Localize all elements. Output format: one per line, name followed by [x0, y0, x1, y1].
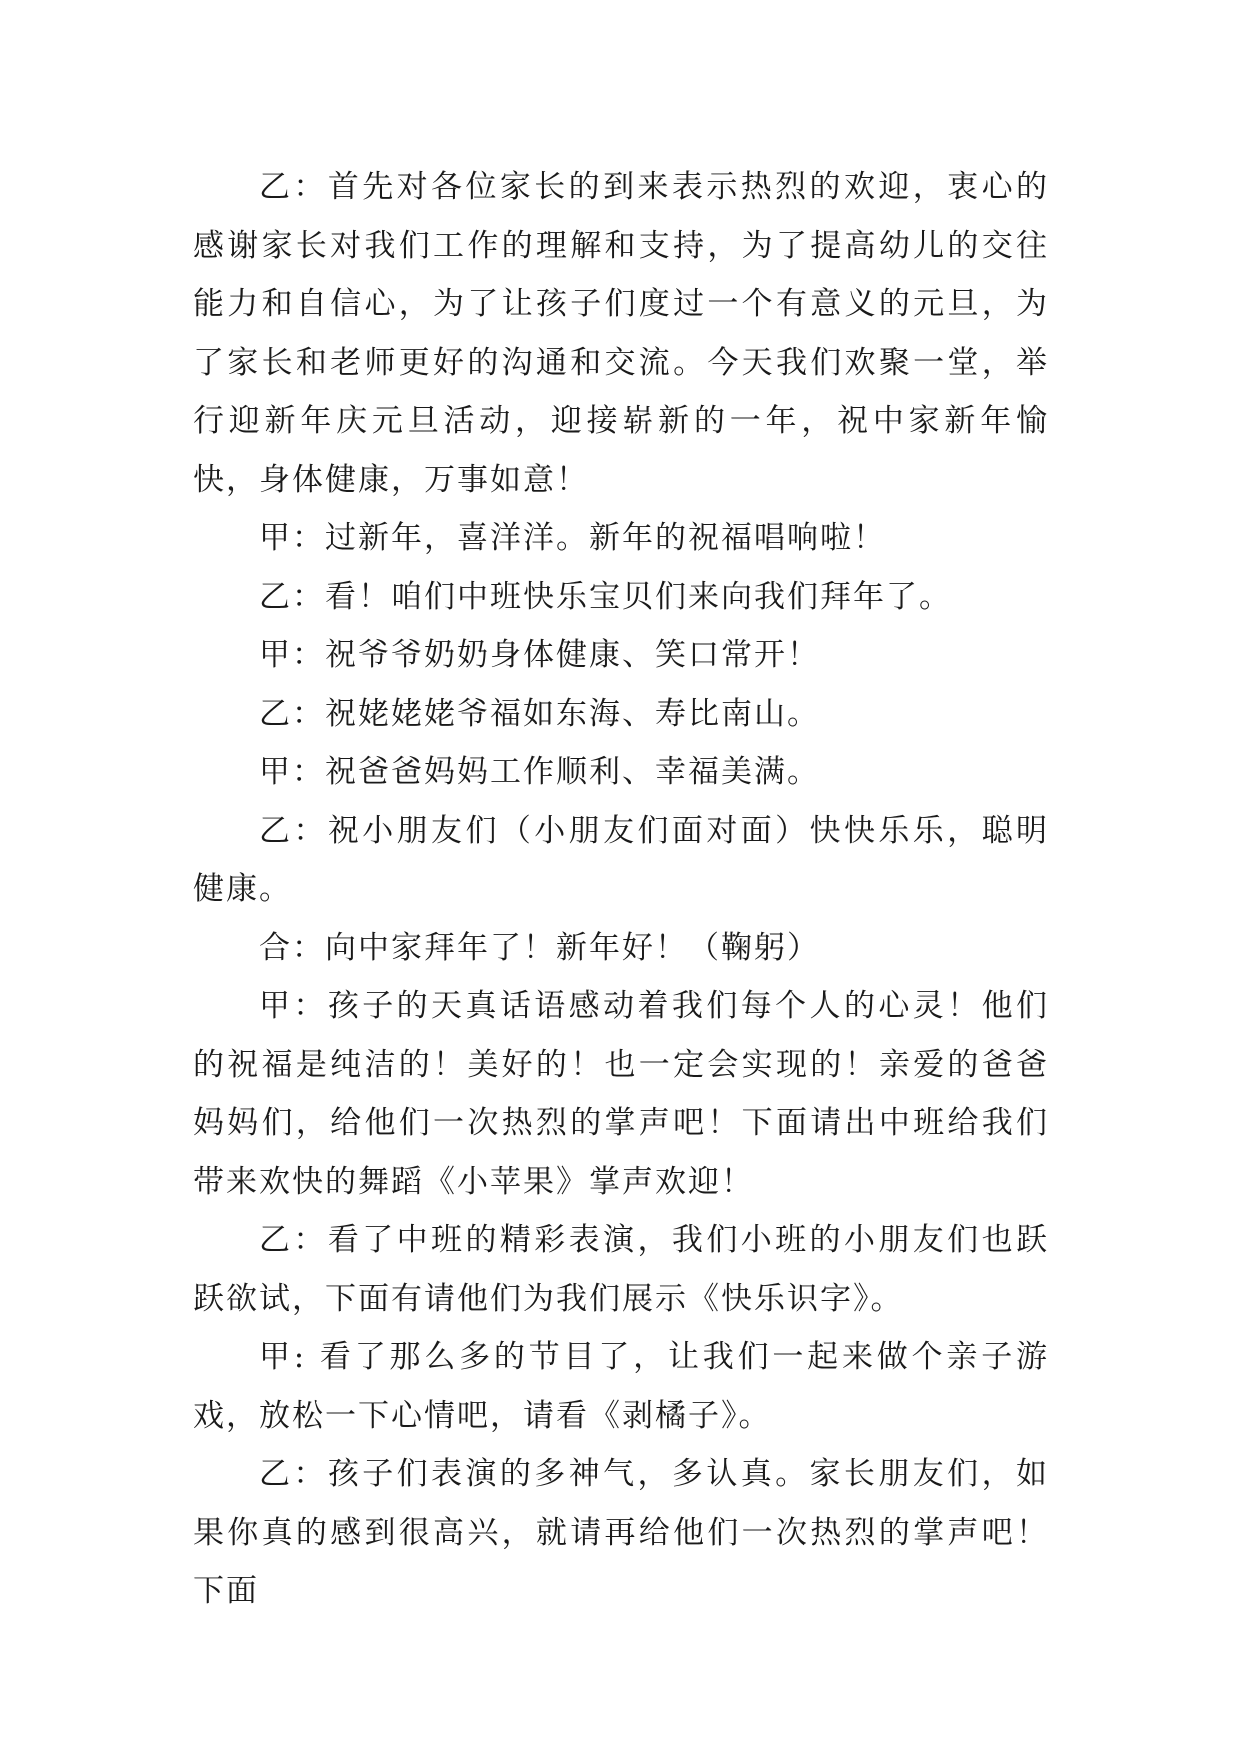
paragraph-dance-intro: 甲：孩子的天真话语感动着我们每个人的心灵！他们的祝福是纯洁的！美好的！也一定会实现的！亲爱的爸爸妈妈们，给他们一次热烈的掌声吧！下面请出中班给我们带来欢快的舞蹈《小苹果》掌声欢迎！ [193, 988, 1049, 1200]
paragraph-parents-wish: 甲：祝爸爸妈妈工作顺利、幸福美满。 [259, 754, 820, 790]
paragraph-new-year-greeting: 甲：过新年，喜洋洋。新年的祝福唱响啦！ [259, 520, 886, 556]
paragraph-literacy-show-intro: 乙：看了中班的精彩表演，我们小班的小朋友们也跃跃欲试，下面有请他们为我们展示《快乐识字》。 [193, 1222, 1049, 1317]
paragraph-together-greeting: 合：向中家拜年了！新年好！（鞠躬） [259, 929, 820, 966]
paragraph-middle-class-intro: 乙：看！咱们中班快乐宝贝们来向我们拜年了。 [259, 578, 952, 615]
paragraph-parent-child-game: 甲: 看了那么多的节目了，让我们一起来做个亲子游戏，放松一下心情吧，请看《剥橘子》。 [193, 1339, 1049, 1434]
paragraph-opening-speech: 乙：首先对各位家长的到来表示热烈的欢迎，衷心的感谢家长对我们工作的理解和支持，为了提高幼儿的交往能力和自信心，为了让孩子们度过一个有意义的元旦，为了家长和老师更好的沟通和交流。今天我们欢聚一堂，举行迎新年庆元旦活动，迎接崭新的一年，祝中家新年愉快，身体健康，万事如意！ [193, 169, 1049, 498]
document-body [193, 158, 1049, 1621]
paragraph-applause-request: 乙：孩子们表演的多神气，多认真。家长朋友们，如果你真的感到很高兴，就请再给他们一次热烈的掌声吧！下面 [193, 1456, 1049, 1609]
paragraph-maternal-grandparents-wish: 乙：祝姥姥姥爷福如东海、寿比南山。 [259, 695, 820, 732]
paragraph-children-wish: 乙：祝小朋友们（小朋友们面对面）快快乐乐，聪明健康。 [193, 812, 1049, 907]
paragraph-grandparents-wish: 甲：祝爷爷奶奶身体健康、笑口常开！ [259, 637, 820, 673]
